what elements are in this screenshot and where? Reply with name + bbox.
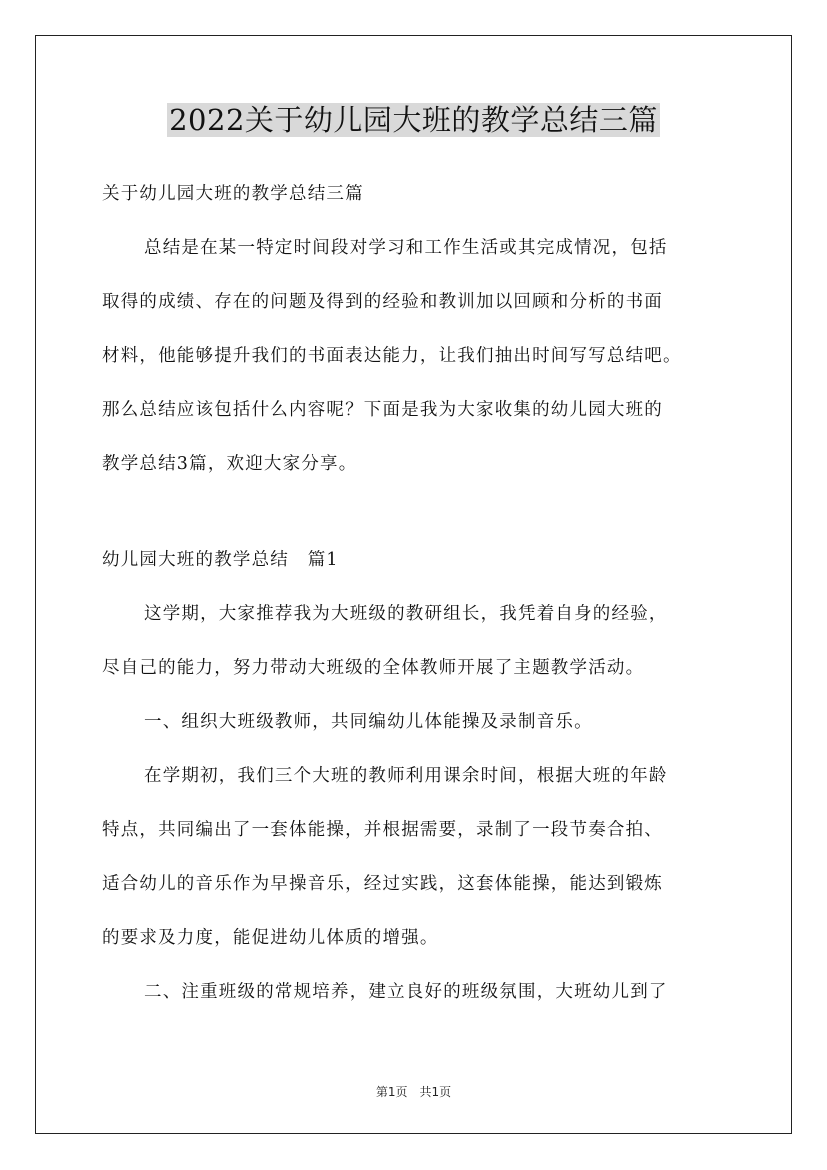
document-body	[102, 172, 742, 1024]
section-heading: 幼儿园大班的教学总结 篇1	[102, 550, 339, 570]
intro-line: 教学总结3篇，欢迎大家分享。	[102, 454, 358, 474]
intro-line: 那么总结应该包括什么内容呢？下面是我为大家收集的幼儿园大班的	[102, 400, 663, 420]
document-title-text: 2022关于幼儿园大班的教学总结三篇	[169, 103, 658, 137]
page-current: 第1页	[375, 1085, 408, 1099]
body-line: 这学期，大家推荐我为大班级的教研组长，我凭着自身的经验，	[144, 604, 668, 624]
intro-line: 取得的成绩、存在的问题及得到的经验和教训加以回顾和分析的书面	[102, 292, 663, 312]
body-line: 在学期初，我们三个大班的教师利用课余时间，根据大班的年龄	[144, 766, 668, 786]
body-line: 尽自己的能力，努力带动大班级的全体教师开展了主题教学活动。	[102, 658, 645, 678]
intro-line: 材料，他能够提升我们的书面表达能力，让我们抽出时间写写总结吧。	[102, 346, 682, 366]
intro-line: 总结是在某一特定时间段对学习和工作生活或其完成情况，包括	[144, 238, 668, 258]
document-title	[0, 100, 827, 140]
body-line: 的要求及力度，能促进幼儿体质的增强。	[102, 928, 439, 948]
page-footer	[0, 1083, 827, 1100]
body-line: 二、注重班级的常规培养，建立良好的班级氛围，大班幼儿到了	[144, 982, 668, 1002]
body-line: 一、组织大班级教师，共同编幼儿体能操及录制音乐。	[144, 712, 593, 732]
body-line: 适合幼儿的音乐作为早操音乐，经过实践，这套体能操，能达到锻炼	[102, 874, 663, 894]
body-line: 特点，共同编出了一套体能操，并根据需要，录制了一段节奏合拍、	[102, 820, 663, 840]
section-gap	[102, 496, 742, 538]
page-total: 共1页	[419, 1085, 452, 1099]
subtitle: 关于幼儿园大班的教学总结三篇	[102, 184, 364, 204]
